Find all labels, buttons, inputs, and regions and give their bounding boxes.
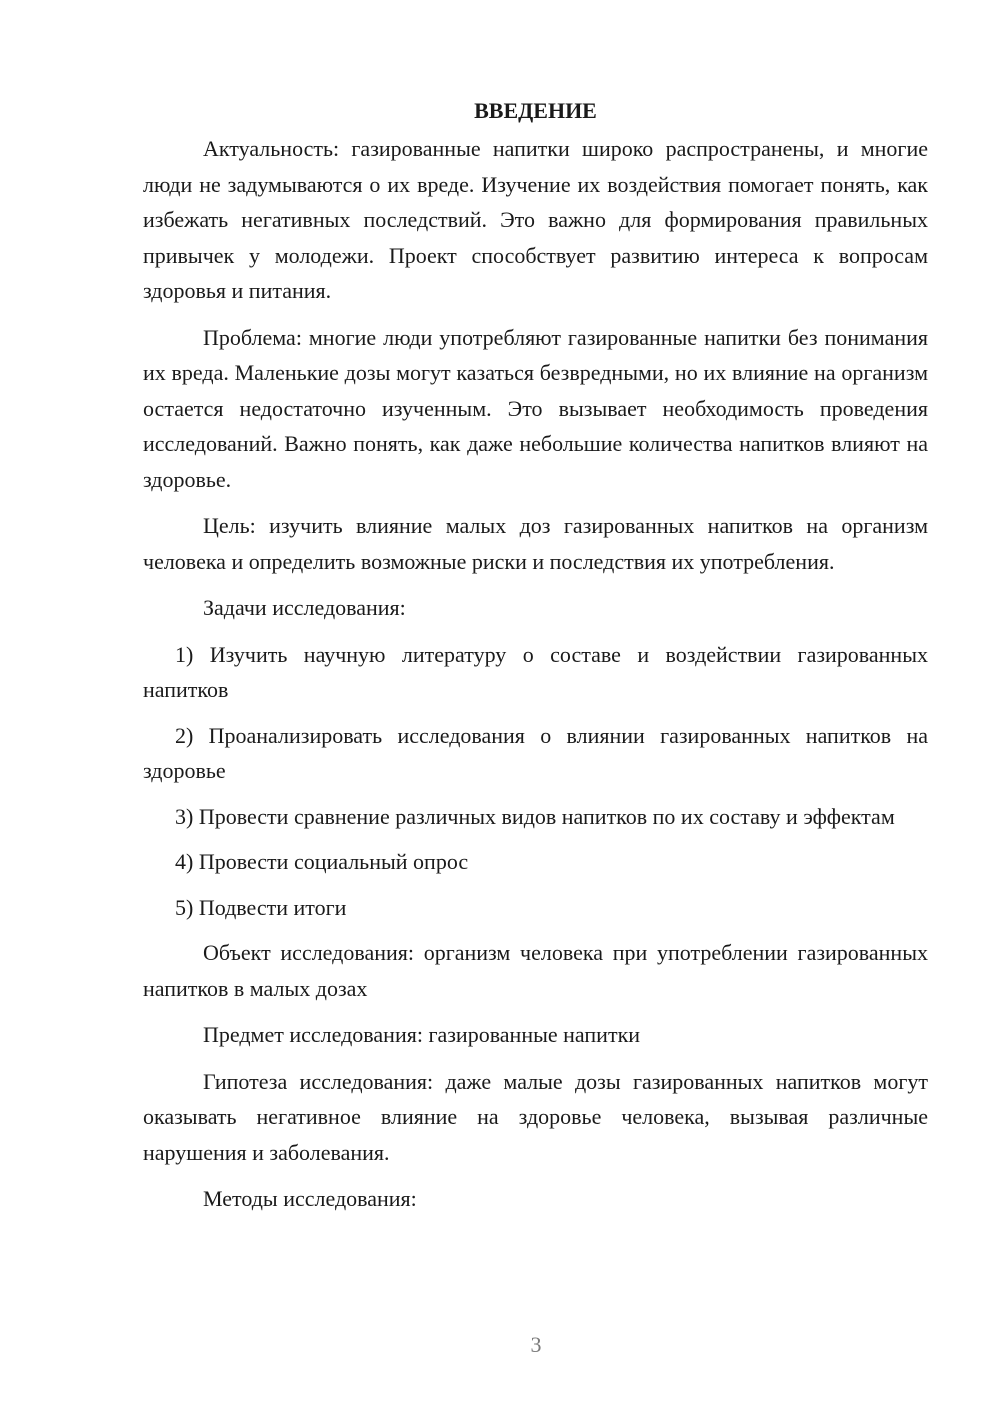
hypothesis-paragraph: Гипотеза исследования: даже малые дозы газированных напитков могут оказывать негативное влияние на здоровье человека, вызывая различные нарушения и заболевания. (143, 1068, 928, 1165)
subject-paragraph: Предмет исследования: газированные напитки (203, 1022, 641, 1047)
task-item-2: 2) Проанализировать исследования о влиянии газированных напитков на здоровье (143, 722, 928, 783)
task-item-3: 3) Провести сравнение различных видов напитков по их составу и эффектам (175, 803, 895, 829)
methods-heading: Методы исследования: (203, 1186, 417, 1211)
task-item-1: 1) Изучить научную литературу о составе и воздействии газированных напитков (143, 641, 928, 702)
task-item-5: 5) Подвести итоги (175, 894, 347, 920)
goal-paragraph: Цель: изучить влияние малых доз газированных напитков на организм человека и определить возможные риски и последствия их употребления. (143, 513, 928, 574)
tasks-heading: Задачи исследования: (203, 595, 406, 620)
page-number: 3 (530, 1332, 542, 1357)
problem-paragraph: Проблема: многие люди употребляют газированные напитки без понимания их вреда. Маленькие дозы могут казаться безвредными, но их влияние на организм остается недостаточно изученным. Это вызывает необходимость проведения исследований. Важно понять, как даже небольшие количества напитков влияют на здоровье. (143, 324, 928, 492)
document-page (143, 95, 928, 1228)
task-item-4: 4) Провести социальный опрос (175, 849, 469, 874)
object-paragraph: Объект исследования: организм человека при употреблении газированных напитков в малых дозах (143, 940, 928, 1001)
section-title: ВВЕДЕНИЕ (474, 98, 597, 123)
relevance-paragraph: Актуальность: газированные напитки широко распространены, и многие люди не задумываются о их вреде. Изучение их воздействия помогает понять, как избежать негативных последствий. Это важно для формирования правильных привычек у молодежи. Проект способствует развитию интереса к вопросам здоровья и питания. (143, 136, 928, 303)
